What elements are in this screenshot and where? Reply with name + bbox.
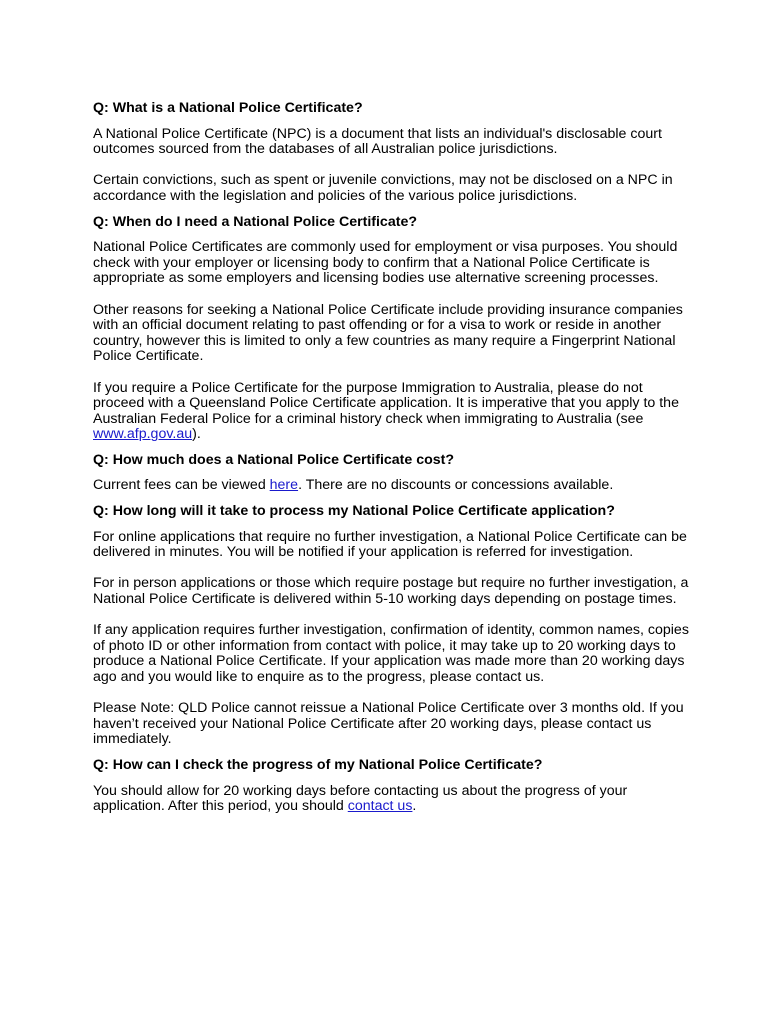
answer-paragraph: For online applications that require no further investigation, a National Police Certificate can be delivered in minutes. You will be notified if your application is referred for investigation. [93,528,687,561]
answer-paragraph: A National Police Certificate (NPC) is a document that lists an individual's disclosable court outcomes sourced from the databases of all Australian police jurisdictions. [93,125,662,158]
question-heading: Q: How can I check the progress of my National Police Certificate? [93,756,543,773]
progress-text: You should allow for 20 working days before contacting us about the progress of your application. After this period, you should [93,782,628,815]
afp-website-link[interactable]: www.afp.gov.au [93,426,193,443]
question-heading: Q: How long will it take to process my National Police Certificate application? [93,503,615,520]
faq-section-when-needed [93,215,693,443]
progress-text-end: . [412,798,417,815]
faq-content [93,101,693,825]
fees-here-link[interactable]: here [269,477,299,494]
faq-section-processing-time [93,504,693,748]
question-heading: Q: When do I need a National Police Certificate? [93,213,417,230]
answer-paragraph: Certain convictions, such as spent or juvenile convictions, may not be disclosed on a NPC in accordance with the legislation and policies of the various police jurisdictions. [93,172,673,204]
question-heading: Q: How much does a National Police Certificate cost? [93,451,455,468]
fees-text-end: . There are no discounts or concessions available. [298,477,614,494]
faq-section-cost [93,453,693,494]
answer-paragraph: For in person applications or those which require postage but require no further investigation, a National Police Certificate is delivered within 5-10 working days depending on postage times. [93,575,689,608]
answer-paragraph: National Police Certificates are commonly used for employment or visa purposes. You should check with your employer or licensing body to confirm that a National Police Certificate is appropriate as some employers and licensing bodies use alternative screening processes. [93,239,678,287]
answer-paragraph: Other reasons for seeking a National Police Certificate include providing insurance companies with an official document relating to past offending or for a visa to work or reside in another country, however this is limited to only a few countries as many require a Fingerprint National Police Certificate. [93,301,683,365]
immigration-text: If you require a Police Certificate for the purpose Immigration to Australia, please do not proceed with a Queensland Police Certificate application. It is imperative that you apply to the Australian Federal Police for a criminal history check when immigrating to Australia (see [93,379,679,427]
contact-us-link[interactable]: contact us [347,798,413,815]
fees-paragraph [93,478,693,494]
immigration-text-end: ). [192,426,201,443]
fees-text: Current fees can be viewed [93,477,270,494]
answer-paragraph: If any application requires further investigation, confirmation of identity, common names, copies of photo ID or other information from contact with police, it may take up to 20 working days to produce a National Police Certificate. If your application was made more than 20 working days ago and you would like to enquire as to the progress, please contact us. [93,622,689,685]
answer-paragraph: Please Note: QLD Police cannot reissue a National Police Certificate over 3 months old. If you haven’t received your National Police Certificate after 20 working days, please contact us immediately. [93,700,684,748]
faq-section-what-is-npc [93,101,693,205]
faq-section-check-progress [93,758,693,815]
immigration-paragraph [93,381,693,443]
question-heading: Q: What is a National Police Certificate? [93,100,363,116]
progress-paragraph [93,784,693,815]
